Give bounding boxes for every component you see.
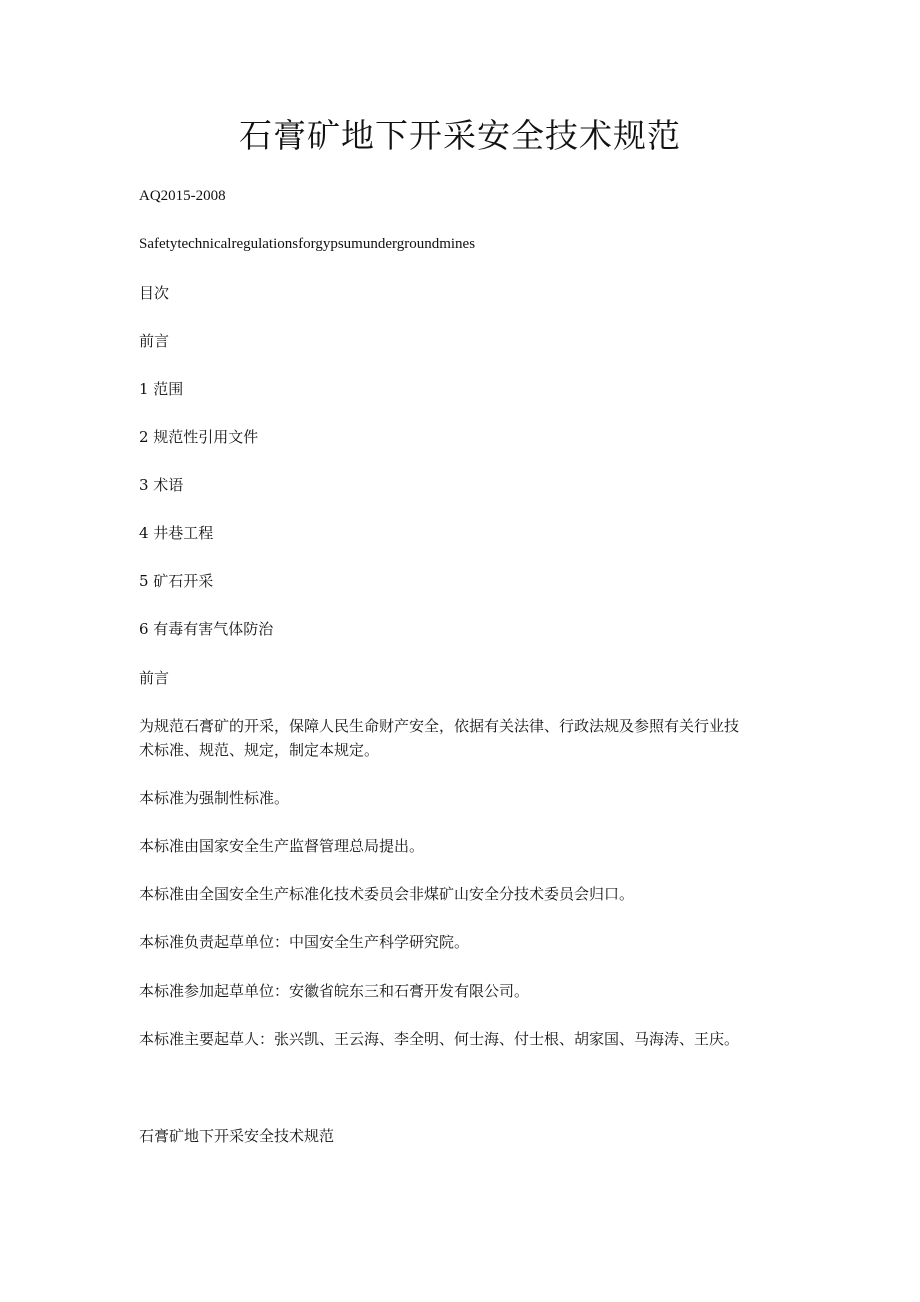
statement-drafting-unit: 本标准负责起草单位：中国安全生产科学研究院。: [139, 933, 470, 951]
english-title: Safetytechnicalregulationsforgypsumundergroundmines: [139, 236, 476, 252]
standard-code: AQ2015-2008: [139, 188, 226, 204]
foreword-paragraph-line: 术标准、规范、规定，制定本规定。: [139, 741, 380, 759]
section-title: 石膏矿地下开采安全技术规范: [139, 1127, 335, 1145]
toc-item: 1 范围: [139, 380, 184, 398]
toc-item: 2 规范性引用文件: [139, 428, 259, 446]
foreword-paragraph-line: 为规范石膏矿的开采，保障人民生命财产安全，依据有关法律、行政法规及参照有关行业技: [139, 717, 740, 735]
statement-proposer: 本标准由国家安全生产监督管理总局提出。: [139, 837, 425, 855]
statement-participating-unit: 本标准参加起草单位：安徽省皖东三和石膏开发有限公司。: [139, 982, 530, 1000]
toc-item: 6 有毒有害气体防治: [139, 620, 274, 638]
foreword-heading: 前言: [139, 669, 170, 687]
toc-item: 3 术语: [139, 476, 184, 494]
toc-item: 4 井巷工程: [139, 524, 214, 542]
statement-mandatory: 本标准为强制性标准。: [139, 789, 290, 807]
toc-item: 前言: [139, 332, 170, 350]
document-title: 石膏矿地下开采安全技术规范: [239, 116, 681, 155]
toc-item: 5 矿石开采: [139, 572, 214, 590]
statement-drafters: 本标准主要起草人：张兴凯、王云海、李全明、何士海、付士根、胡家国、马海涛、王庆。: [139, 1030, 740, 1048]
statement-committee: 本标准由全国安全生产标准化技术委员会非煤矿山安全分技术委员会归口。: [139, 885, 635, 903]
toc-heading: 目次: [139, 284, 170, 302]
